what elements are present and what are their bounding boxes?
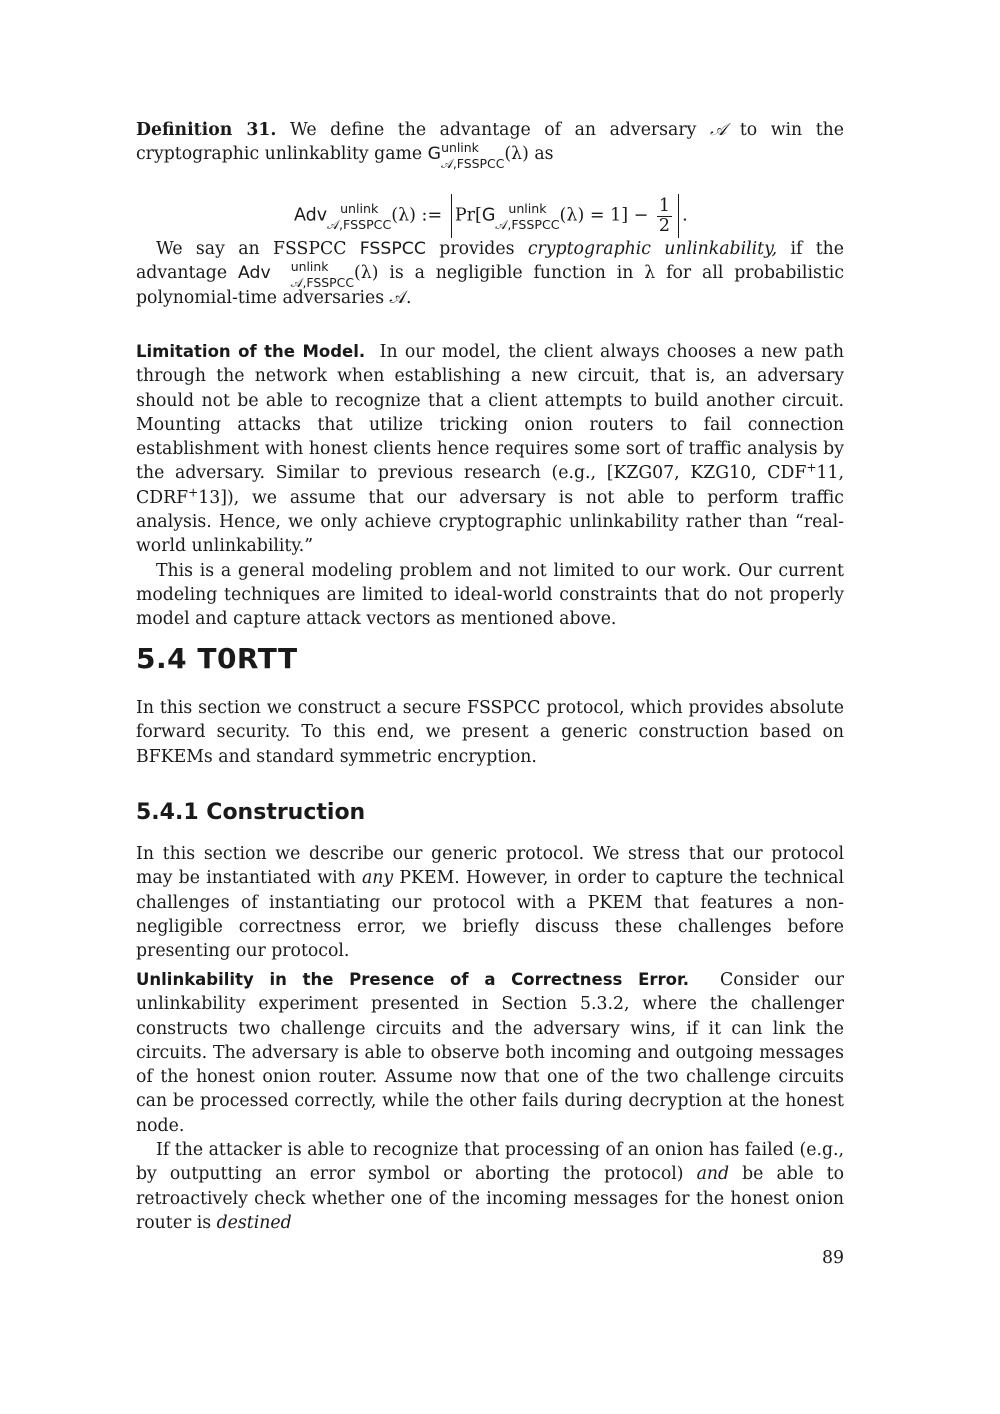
limitation-paragraph-2: This is a general modeling problem and not limited to our work. Our current modeling techniques are limited to ideal-world constraints that do not properly model and capture attack vectors as mentioned above. — [136, 560, 844, 630]
followup-paragraph: We say an FSSPCC FSSPCC provides cryptographic unlinkability, if the advantage Adv unlink 𝒜,FSSPCC (λ) is a negligible function in λ for all probabilistic polynomial-time adversaries 𝒜. — [136, 239, 845, 308]
definition-label: Definition 31. — [136, 120, 277, 140]
unlinkability-block — [136, 968, 844, 1235]
game-symbol: G — [427, 144, 442, 165]
adversary-symbol: 𝒜 — [709, 120, 727, 140]
unlinkability-heading: Unlinkability in the Presence of a Correctness Error. — [136, 970, 690, 989]
one-half-fraction: $\frac{1}{2}$ — [658, 195, 670, 236]
limitation-paragraph-1: Limitation of the Model. In our model, the client always chooses a new path through the network when establishing a new circuit, that is, an adversary should not be able to recognize that a client attempts to build another circuit. Mounting attacks that utilize tricking onion routers to fail connection establishment with honest clients hence requires some sort of traffic analysis by the adversary. Similar to previous research (e.g., [KZG07, KZG10, CDF+11, CDRF+13]), we assume that our adversary is not able to perform traffic analysis. Hence, we only achieve cryptographic unlinkability rather than “real-world unlinkability.” — [136, 342, 844, 557]
definition-text-2: to win the cryptographic unlinkablity game — [136, 120, 845, 165]
definition-paragraph — [136, 118, 845, 171]
unlinkability-paragraph-2: If the attacker is able to recognize that processing of an onion has failed (e.g., by outputting an error symbol or aborting the protocol) and be able to retroactively check whether one of the incoming messages for the honest onion router is destined — [136, 1140, 844, 1233]
as-word: as — [534, 144, 554, 165]
adv-symbol: Adv — [294, 205, 328, 226]
lambda-arg: (λ) — [504, 144, 529, 165]
limitation-heading: Limitation of the Model. — [136, 342, 366, 361]
game-scripts: unlink 𝒜,FSSPCC — [441, 139, 505, 171]
definition-followup — [136, 237, 844, 310]
section-intro — [136, 696, 844, 769]
subsection-paragraph: In this section we describe our generic protocol. We stress that our protocol may be instantiated with any PKEM. However, in order to capture the technical challenges of instantiating our protocol with a PKEM that features a non-negligible correctness error, we briefly discuss these challenges before presenting our protocol. — [136, 844, 844, 962]
section-paragraph: In this section we construct a secure FSSPCC protocol, which provides absolute forward security. To this end, we present a generic construction based on BFKEMs and standard symmetric encryption. — [136, 698, 844, 767]
unlinkability-paragraph-1: Unlinkability in the Presence of a Correctness Error. Consider our unlinkability experiment presented in Section 5.3.2, where the challenger constructs two challenge circuits and the adversary wins, if it can link the circuits. The adversary is able to observe both incoming and outgoing messages of the honest onion router. Assume now that one of the two challenge circuits can be processed correctly, while the other fails during decryption at the honest node. — [136, 970, 844, 1136]
subsection-intro — [136, 842, 844, 963]
abs-bar-left — [451, 194, 452, 238]
abs-bar-right — [678, 194, 679, 238]
page-number: 89 — [822, 1248, 844, 1268]
subsection-title: 5.4.1 Construction — [136, 800, 366, 825]
section-title: 5.4 T0RTT — [136, 642, 298, 675]
limitation-block — [136, 340, 844, 632]
advantage-equation: Adv unlink 𝒜,FSSPCC (λ) := Pr[G unlink 𝒜,FSSPCC (λ) = 1] − $\frac{1}{2}$ . — [136, 188, 844, 238]
definition-block — [136, 118, 845, 171]
definition-text: We define the advantage of an adversary — [289, 120, 697, 140]
